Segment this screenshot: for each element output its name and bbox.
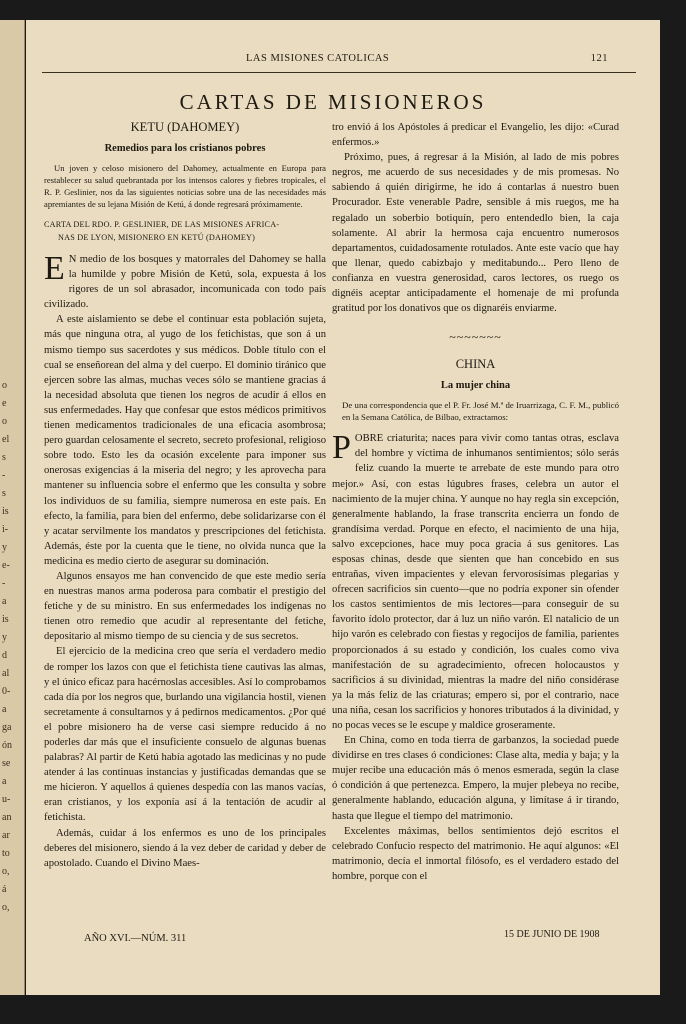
adjacent-page-edge	[0, 20, 25, 995]
ketu-body-left	[44, 252, 326, 871]
adjacent-page-fragment: y	[2, 542, 7, 553]
adjacent-page-fragment: ón	[2, 740, 12, 751]
adjacent-page-fragment: o,	[2, 866, 10, 877]
running-head	[26, 53, 660, 67]
section-main-title: CARTAS DE MISIONEROS	[179, 90, 487, 114]
china-paragraph-1: POBRE criaturita; naces para vivir como tantas otras, esclava del hombre y víctima de inhumanos sentimientos; sólo serás feliz cuando la muerte te arrebate de este mundo para otro mejor.» Así, con estas lúgubres frases, celebra un autor el nacimiento de la mujer china. Y aunque no hay regla sin excepción, generalmente hablando, la frase transcrita encierra un fondo de grandísima verdad. Porque en efecto, el nacimiento de una hija, salvo excepciones, hace muy poca gracia á sus genitores. Las esposas chinas, desde que sienten que han concebido en sus entrañas, viven impacientes y elevan fervorosísimas plegarias y ofrecen sacrificios sin cuento—que no podría exponer sin ofender los castos sentimientos de mis lectores—para conseguir de su favorito ídolo protector, dar á luz un niño varón. El natalicio de un hijo varón es celebrado con fiestas y regocijos de familia, parientes proporcionados á su estado y condición, los cuales como viva manifestación de su agradecimiento, ofrecen holocaustos y sacrificios á su divinidad, mientras la madre del niño considérase ya la más feliz de las criaturas; empero si, por el contrario, nace una niña, cesan los sacrificios y honores tributados á la divinidad, y no pocas veces se le escupe y maldice groseramente.	[332, 429, 619, 731]
adjacent-page-fragment: an	[2, 812, 12, 823]
adjacent-page-fragment: i-	[2, 524, 9, 535]
adjacent-page-fragment: 0-	[2, 686, 11, 697]
adjacent-page-fragment: el	[2, 434, 10, 445]
ketu-intro: Un joven y celoso misionero del Dahomey, actualmente en Europa para restablecer su salud quebrantada por los intensos calores y fiebres tropicales, el R. P. Geslinier, nos da las siguientes noticias sobre una de las necesidades más apremiantes de su lejana Misión de Ketú, á donde regresará próximamente.	[44, 163, 326, 209]
adjacent-page-fragment: d	[2, 650, 7, 661]
right-column	[332, 120, 619, 884]
adjacent-page-fragment: se	[2, 758, 11, 769]
adjacent-page-fragment: á	[2, 884, 7, 895]
adjacent-page-fragment: a	[2, 704, 7, 715]
ketu-paragraph-4: El ejercicio de la medicina creo que sería el verdadero medio de romper los lazos con que el fetichista tiene cautivas las almas, y el único eficaz para hacérnoslas accesibles. Así lo comprobamos cada día por los negros que, burlando una vigilancia hostil, vienen secretamente á consultarnos y á pedirnos medicamentos. ¿Por qué el pobre misionero ha de verse casi siempre reducido á no poderles dar más que el insuficiente consuelo de algunas buenas palabras? Al partir de Ketú había agotado las medicinas y no pude atender á las continuas instancias y justificadas demandas que se me hicieron. Y aquellos á quienes despedía con las manos vacías, eran cristianos, y los exponía así á la tentación de acudir al fetichista.	[44, 646, 326, 824]
china-paragraph-2: En China, como en toda tierra de garbanzos, la sociedad puede dividirse en tres clases ó condiciones: Clase alta, media y baja; y la mujer recibe una educación más ó menos esmerada, según la clase ó condición á que pertenezca. Empero, la mujer plebeya no recibe, generalmente hablando, educación alguna, y limítase á ir tirando, hasta que llegue el tiempo del matrimonio.	[332, 735, 619, 822]
ketu-paragraph-1: E N medio de los bosques y matorrales del Dahomey se halla la humilde y pobre Misión de Ketú, sola, expuesta á los rigores de un sol abrasador, incomunicada con todo país civilizado.	[44, 250, 326, 311]
ketu-section-title: KETU (DAHOMEY)	[130, 120, 240, 134]
adjacent-page-fragment: s	[2, 452, 6, 463]
china-intro: De una correspondencia que el P. Fr. José M.ª de Iruarrizaga, C. F. M., publicó en la Semana Católica, de Bilbao, extractamos:	[342, 400, 619, 423]
ketu-paragraph-2: A este aislamiento se debe el continuar esta población sujeta, más que ninguna otra, al yugo de los fetichistas, que son á un mismo tiempo sus sacerdotes y sus médicos. Doble título con el cual se enseñorean del alma y del cuerpo. El dominio tiránico que ejercen sobre las almas, muchas veces sólo se mantiene gracias á la necesidad absoluta que tienen los negros de acudir á ellos en sus enfermedades. Hay que confesar que estos médicos primitivos tienen medicamentos tradicionales de una eficacia asombrosa; pero guardan celosamente el secreto, secreto profesional, religioso sobre todo. Esto les da ocasión excelente para imponer sus onerosas exigencias á la miseria del negro; y les aprovecha para mantener su influencia sobre el enfermo que les consulta y sobre los individuos de su familia, siempre numerosa en este país. En efecto, la familia, para bien del enfermo, debe solidarizarse con él y acatar servilmente los mandatos y prescripciones del fetichista. Además, éste por la cuenta que le tiene, no olvida nunca que la medicina es medio cierto de asegurar su dominación.	[44, 314, 326, 567]
ketu-paragraph-6: Próximo, pues, á regresar á la Misión, al lado de mis pobres negros, me acuerdo de sus necesidades y de mis promesas. No sabiendo á quién dirigirme, he ido á contarlas á nuestro buen Procurador. Este venerable Padre, sensible á mis ruegos, me ha regalado un soberbio botiquín, pero entendedlo bien, la caja solamente. Al abrir la hermosa caja encuentro numerosos departamentos, cuidadosamente rotulados. Ante este vacío que hay que llenar, quedo cabizbajo y meditabundo... Pero lleno de confianza en vuestra generosidad, caros lectores, os ruego os dignéis aceptar anticipadamente el homenaje de mi profunda gratitud por los donativos que os dignaréis enviarme.	[332, 152, 619, 315]
china-dropcap: P	[332, 429, 351, 467]
adjacent-page-fragment: o,	[2, 902, 10, 913]
adjacent-page-fragment: ar	[2, 830, 10, 841]
adjacent-page-fragment: e	[2, 398, 7, 409]
adjacent-page-fragment: o	[2, 380, 7, 391]
running-title: LAS MISIONES CATOLICAS	[246, 53, 390, 64]
ketu-subtitle: Remedios para los cristianos pobres	[104, 143, 266, 154]
adjacent-page-fragment: -	[2, 470, 6, 481]
section-ornament: ~~~~~~~	[449, 330, 502, 345]
header-rule	[42, 72, 636, 73]
ketu-paragraph-3: Algunos ensayos me han convencido de que este medio sería en nuestras manos arma poderosa para combatir el prestigio del fetiche y de su ministro. En sus enfermedades los indígenas no tienen otro remedio que acudir al representante del fetiche, depositario al mismo tiempo de su ciencia y de sus secretos.	[44, 570, 326, 643]
left-column	[44, 120, 326, 871]
adjacent-page-fragment: y	[2, 632, 7, 643]
volume-number: AÑO XVI.—NÚM. 311	[84, 933, 187, 944]
adjacent-page-fragment: a	[2, 776, 7, 787]
journal-page	[26, 20, 660, 995]
china-subtitle: La mujer china	[440, 380, 511, 392]
adjacent-page-fragment: is	[2, 614, 9, 625]
adjacent-page-fragment: is	[2, 506, 9, 517]
adjacent-page-fragment: u-	[2, 794, 11, 805]
page-number: 121	[590, 53, 608, 64]
ketu-paragraph-5: Además, cuidar á los enfermos es uno de los principales deberes del misionero, siendo á la vez deber de caridad y deber de apostolado. Cuando el Divino Maes-	[44, 827, 326, 869]
ketu-letter-source	[44, 218, 326, 244]
ketu-dropcap: E	[44, 250, 65, 287]
adjacent-page-fragment: ga	[2, 722, 12, 733]
adjacent-page-fragment: e-	[2, 560, 10, 571]
adjacent-page-fragment: a	[2, 596, 7, 607]
adjacent-page-fragment: s	[2, 488, 6, 499]
issue-date: 15 DE JUNIO DE 1908	[504, 929, 600, 940]
adjacent-page-fragment: to	[2, 848, 10, 859]
adjacent-page-fragment: -	[2, 578, 6, 589]
ketu-continuation: tro envió á los Apóstoles á predicar el Evangelio, les dijo: «Curad enfermos.»	[332, 122, 619, 149]
letter-source-line: CARTA DEL RDO. P. GESLINIER, DE LAS MISIONES AFRICA-	[44, 220, 280, 229]
china-paragraph-3: Excelentes máximas, bellos sentimientos dejó escritos el celebrado Confucio respecto del matrimonio. He aquí algunos: «El matrimonio, decía el inmortal filósofo, es el verdadero estado del hombre, porque con el	[332, 825, 619, 882]
letter-source-line: NAS DE LYON, MISIONERO EN KETÚ (DAHOMEY)	[58, 233, 256, 242]
china-body	[332, 431, 619, 884]
adjacent-page-fragment: al	[2, 668, 10, 679]
adjacent-page-fragment: o	[2, 416, 7, 427]
china-section-title: CHINA	[455, 357, 496, 372]
ketu-body-right	[332, 120, 619, 316]
